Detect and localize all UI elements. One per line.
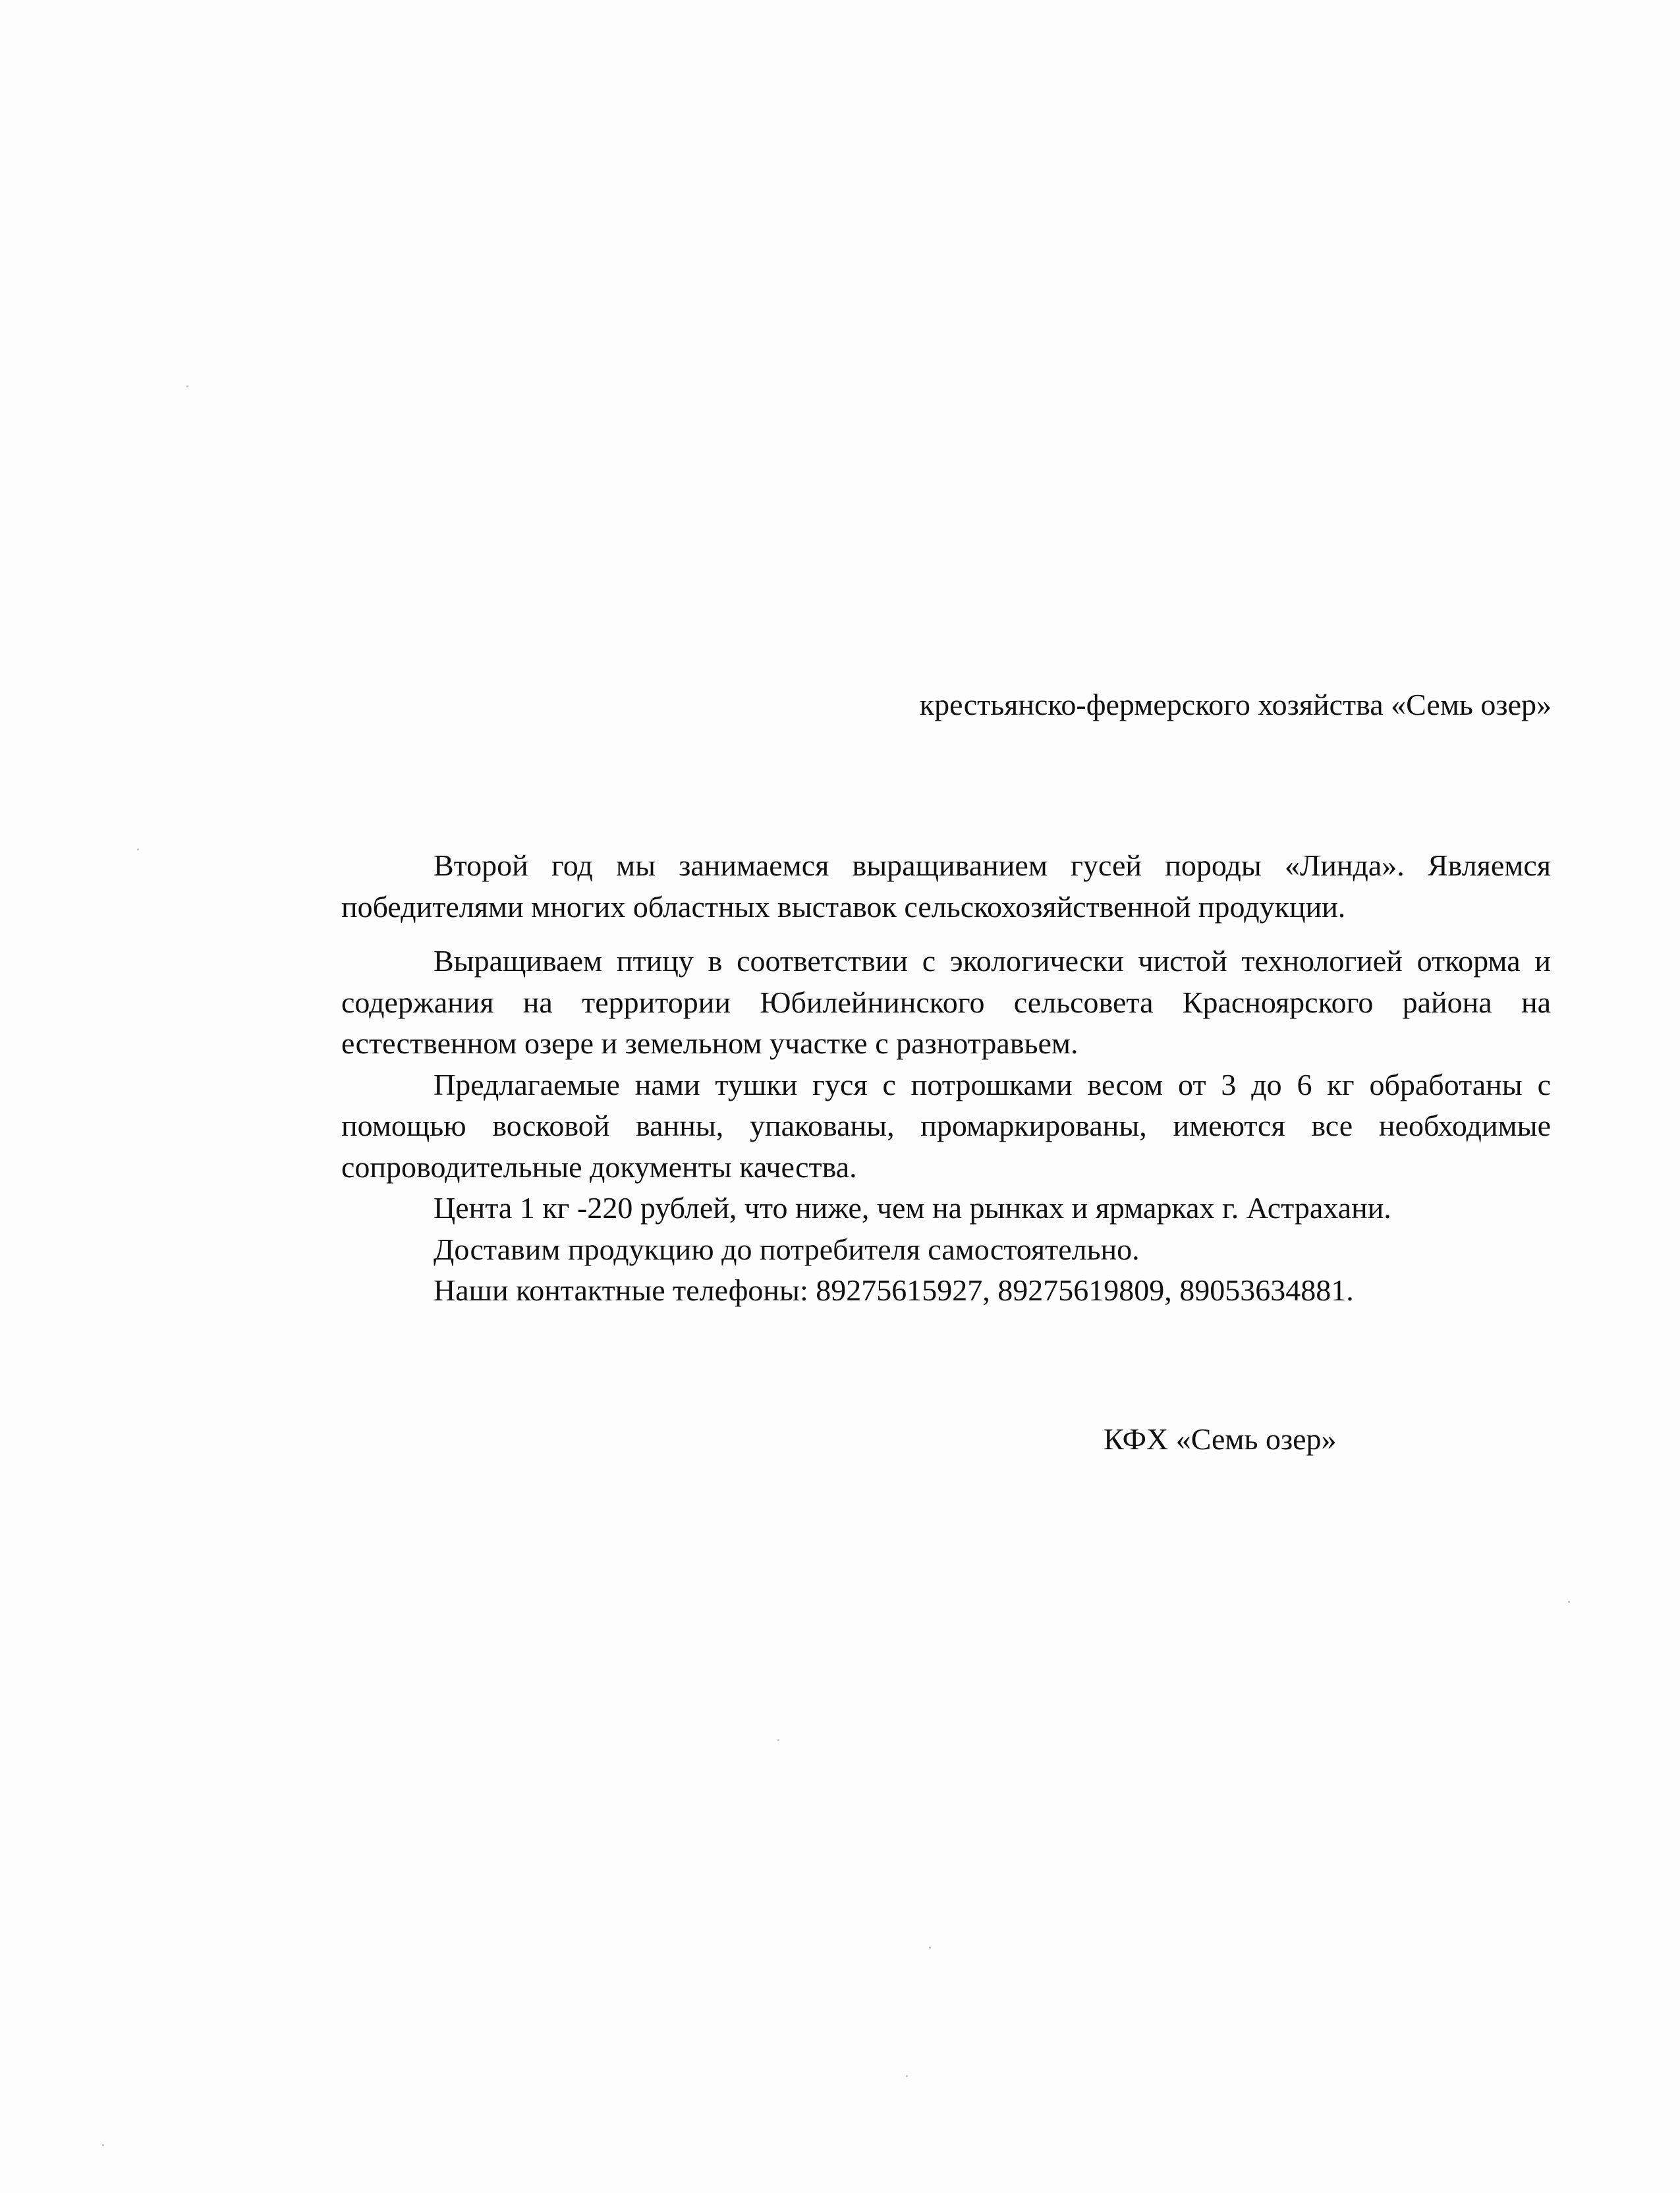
scan-speck — [102, 2144, 104, 2146]
scan-speck — [906, 2075, 908, 2077]
paragraph-technology: Выращиваем птицу в соответствии с экологически чистой технологией откорма и содержания на территории Юбилейнинского сельсовета Красноярского района на естественном озере и земельном участке с разнотравьем. — [341, 944, 1551, 1060]
document-body — [341, 845, 1551, 1312]
contacts-line: Наши контактные телефоны: 89275615927, 89275619809, 89053634881. — [434, 1273, 1354, 1307]
scan-speck — [1568, 1601, 1570, 1603]
paragraph-intro: Второй год мы занимаемся выращиванием гусей породы «Линда». Являемся победителями многих областных выставок сельскохозяйственной продукции. — [341, 848, 1551, 924]
scan-speck — [777, 1739, 779, 1741]
signature: КФХ «Семь озер» — [1104, 1422, 1337, 1456]
document-heading: крестьянско-фермерского хозяйства «Семь озер» — [919, 688, 1552, 721]
scan-speck — [137, 848, 139, 850]
delivery-line: Доставим продукцию до потребителя самостоятельно. — [434, 1232, 1140, 1266]
price-line: Цента 1 кг -220 рублей, что ниже, чем на рынках и ярмарках г. Астрахани. — [434, 1191, 1391, 1225]
scan-speck — [186, 385, 188, 387]
scan-speck — [929, 1947, 931, 1949]
paragraph-product: Предлагаемые нами тушки гуся с потрошками весом от 3 до 6 кг обработаны с помощью восковой ванны, упакованы, промаркированы, имеются все необходимые сопроводительные документы качества. — [341, 1067, 1551, 1184]
